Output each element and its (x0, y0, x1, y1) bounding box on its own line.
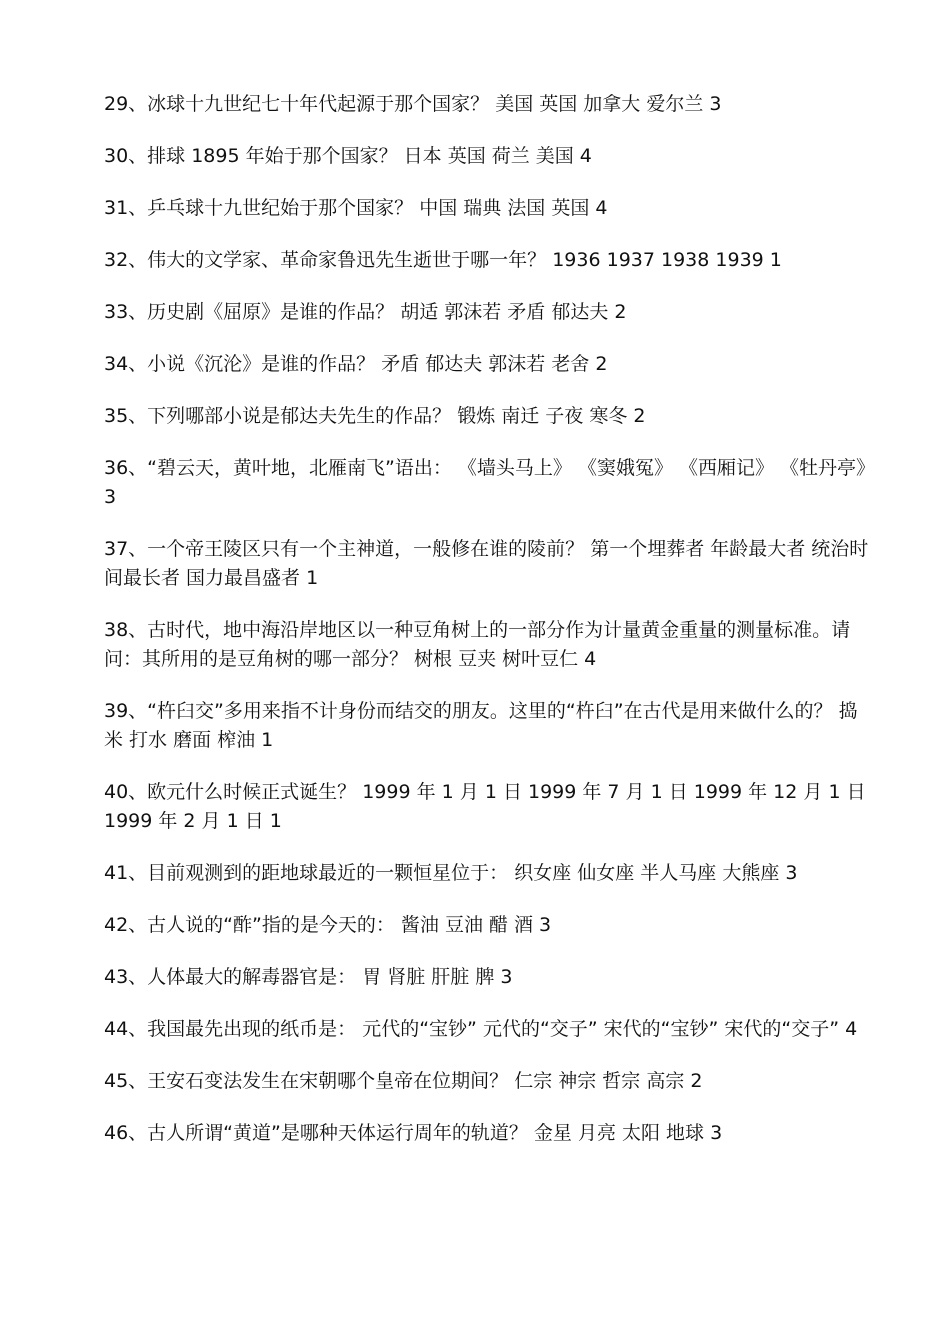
question-36: 36、“碧云天，黄叶地，北雁南飞”语出： 《墙头马上》 《窦娥冤》 《西厢记》 《牡丹亭》 3 (104, 457, 876, 508)
question-40: 40、欧元什么时候正式诞生？ 1999 年 1 月 1 日 1999 年 7 月 1 日 1999 年 12 月 1 日 1999 年 2 月 1 日 1 (104, 781, 866, 832)
question-38: 38、古时代，地中海沿岸地区以一种豆角树上的一部分作为计量黄金重量的测量标准。请问：其所用的是豆角树的哪一部分？ 树根 豆夹 树叶豆仁 4 (104, 619, 851, 670)
question-43: 43、人体最大的解毒器官是： 胃 肾脏 肝脏 脾 3 (104, 966, 513, 988)
question-46: 46、古人所谓“黄道”是哪种天体运行周年的轨道？ 金星 月亮 太阳 地球 3 (104, 1122, 723, 1144)
question-45: 45、王安石变法发生在宋朝哪个皇帝在位期间？ 仁宗 神宗 哲宗 高宗 2 (104, 1070, 703, 1092)
question-32: 32、伟大的文学家、革命家鲁迅先生逝世于哪一年？ 1936 1937 1938 1939 1 (104, 249, 782, 271)
question-list (104, 90, 876, 1171)
question-29: 29、冰球十九世纪七十年代起源于那个国家？ 美国 英国 加拿大 爱尔兰 3 (104, 93, 722, 115)
question-42: 42、古人说的“酢”指的是今天的： 酱油 豆油 醋 酒 3 (104, 914, 552, 936)
question-39: 39、“杵臼交”多用来指不计身份而结交的朋友。这里的“杵臼”在古代是用来做什么的？ 捣米 打水 磨面 榨油 1 (104, 700, 858, 751)
question-35: 35、下列哪部小说是郁达夫先生的作品？ 锻炼 南迁 子夜 寒冬 2 (104, 405, 646, 427)
question-34: 34、小说《沉沦》是谁的作品？ 矛盾 郁达夫 郭沫若 老舍 2 (104, 353, 608, 375)
question-37: 37、一个帝王陵区只有一个主神道，一般修在谁的陵前？ 第一个埋葬者 年龄最大者 统治时间最长者 国力最昌盛者 1 (104, 538, 869, 589)
question-33: 33、历史剧《屈原》是谁的作品？ 胡适 郭沫若 矛盾 郁达夫 2 (104, 301, 627, 323)
question-44: 44、我国最先出现的纸币是： 元代的“宝钞” 元代的“交子” 宋代的“宝钞” 宋代的“交子” 4 (104, 1018, 858, 1040)
question-41: 41、目前观测到的距地球最近的一颗恒星位于： 织女座 仙女座 半人马座 大熊座 3 (104, 862, 798, 884)
question-31: 31、乒乓球十九世纪始于那个国家？ 中国 瑞典 法国 英国 4 (104, 197, 608, 219)
question-30: 30、排球 1895 年始于那个国家？ 日本 英国 荷兰 美国 4 (104, 145, 592, 167)
